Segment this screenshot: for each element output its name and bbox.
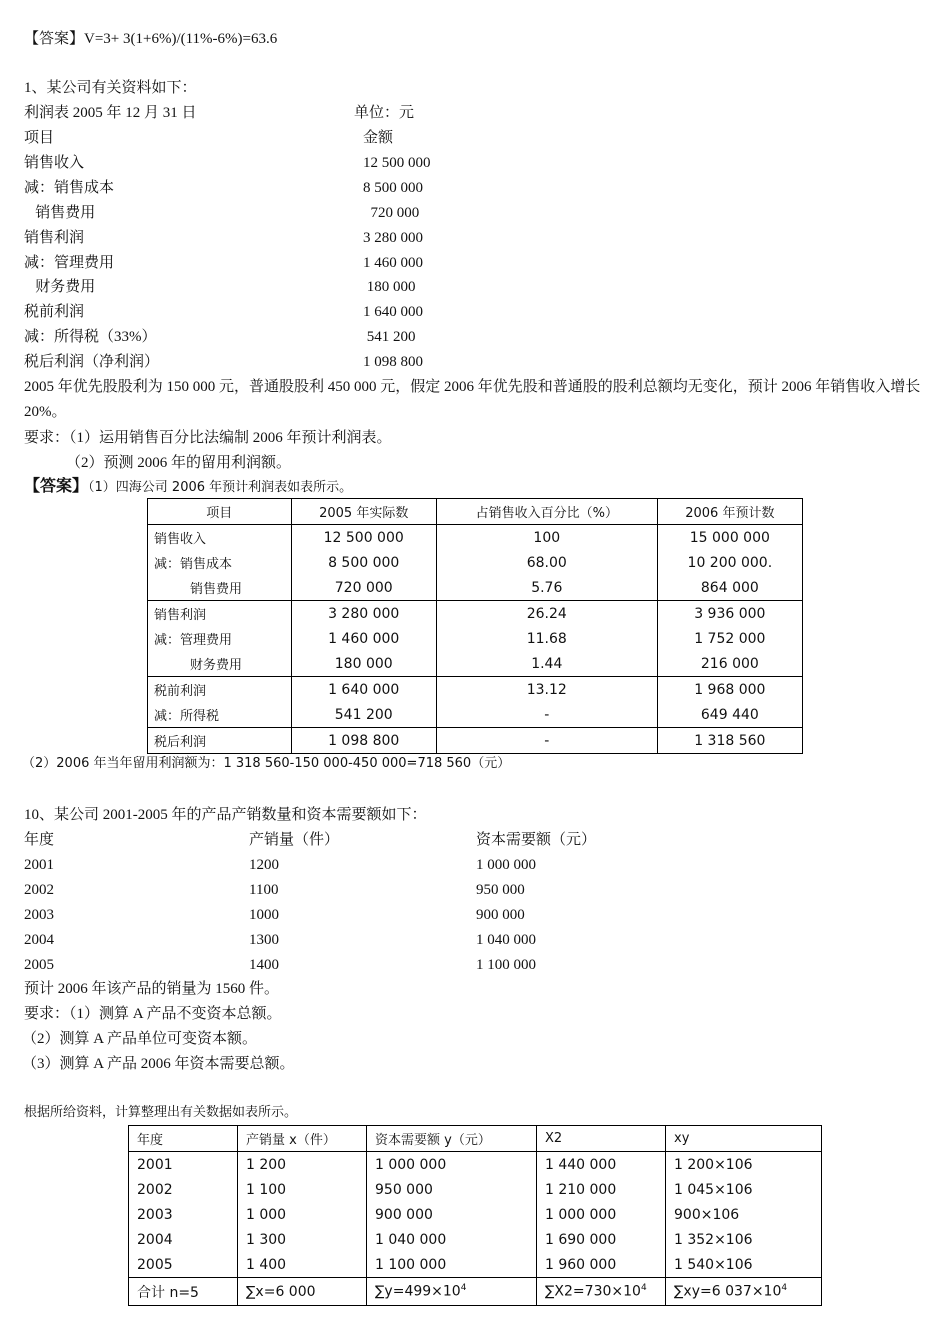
- q1-row-value: 1 640 000: [363, 304, 423, 320]
- table-cell: 1 318 560: [657, 728, 802, 754]
- sum-xy: ∑xy=6 037×10: [674, 1283, 782, 1300]
- q1-row-value: 180 000: [363, 279, 416, 295]
- top-answer: 【答案】V=3+ 3(1+6%)/(11%-6%)=63.6: [24, 31, 278, 47]
- q1-row-value: 8 500 000: [363, 180, 423, 196]
- table-row: [129, 1202, 822, 1227]
- table-row: [148, 677, 803, 703]
- table-cell: 1 352×106: [666, 1227, 822, 1252]
- table-header: 2005 年实际数: [291, 499, 436, 525]
- table-cell: 2003: [129, 1202, 238, 1227]
- table-header: 年度: [129, 1126, 238, 1152]
- q10-forecast: 预计 2006 年该产品的销量为 1560 件。: [24, 981, 280, 997]
- q10-header: 资本需要额（元）: [476, 832, 597, 848]
- forecast-income-table: [147, 498, 803, 754]
- q10-cell: 2004: [24, 932, 54, 948]
- table-cell: 1 210 000: [537, 1177, 666, 1202]
- table-cell: 1 960 000: [537, 1252, 666, 1278]
- exponent: 4: [460, 1283, 467, 1294]
- q1-row-value: 1 098 800: [363, 354, 423, 370]
- q10-cell: 1 040 000: [476, 932, 536, 948]
- table-cell: 1 690 000: [537, 1227, 666, 1252]
- q10-cell: 2005: [24, 957, 54, 973]
- table-cell: 864 000: [657, 575, 802, 601]
- table-cell: 1 100: [238, 1177, 367, 1202]
- q1-row-label: 税后利润（净利润）: [24, 354, 160, 370]
- q1-paragraph: 2005 年优先股股利为 150 000 元，普通股股利 450 000 元，假定 2006 年优先股和普通股的股利总额均无变化，预计 2006 年销售收入增长 20%。: [24, 379, 921, 420]
- q1-answer-2: （2）2006 年当年留用利润额为：1 318 560-150 000-450 000=718 560（元）: [22, 756, 511, 771]
- table-cell: -: [436, 702, 657, 728]
- table-cell: 15 000 000: [657, 525, 802, 551]
- exponent: 4: [781, 1283, 788, 1294]
- q10-calc-intro: 根据所给资料，计算整理出有关数据如表所示。: [24, 1105, 298, 1120]
- q10-cell: 1000: [249, 907, 279, 923]
- table-cell: 8 500 000: [291, 550, 436, 575]
- q10-requirement-1: 要求：（1）测算 A 产品不变资本总额。: [24, 1006, 282, 1022]
- q1-row-value: 12 500 000: [363, 155, 431, 171]
- q1-row-value: 541 200: [363, 329, 416, 345]
- q10-requirement-2: （2）测算 A 产品单位可变资本额。: [22, 1031, 258, 1047]
- q10-cell: 1200: [249, 857, 279, 873]
- table-cell: 11.68: [436, 626, 657, 651]
- q1-requirement-2: （2）预测 2006 年的留用利润额。: [66, 455, 292, 471]
- q10-header: 产销量（件）: [249, 832, 340, 848]
- q1-statement-title: 利润表 2005 年 12 月 31 日: [24, 105, 197, 121]
- table-cell: 12 500 000: [291, 525, 436, 551]
- table-cell: 2002: [129, 1177, 238, 1202]
- table-cell: 减：所得税: [148, 702, 292, 728]
- table-cell: 5.76: [436, 575, 657, 601]
- q10-requirement-3: （3）测算 A 产品 2006 年资本需要总额。: [22, 1056, 295, 1072]
- sum-y: ∑y=499×10: [375, 1283, 461, 1300]
- table-cell: 1 200×106: [666, 1152, 822, 1178]
- table-cell: 销售利润: [148, 601, 292, 627]
- table-cell: 税后利润: [148, 728, 292, 754]
- table-row: [148, 601, 803, 627]
- exponent: 4: [640, 1283, 647, 1294]
- q1-row-label: 销售收入: [24, 155, 85, 171]
- table-cell: 减：销售成本: [148, 550, 292, 575]
- table-cell: 1 460 000: [291, 626, 436, 651]
- table-header: 资本需要额 y（元）: [367, 1126, 537, 1152]
- table-cell: 13.12: [436, 677, 657, 703]
- q1-row-value: 720 000: [363, 205, 420, 221]
- table-cell: 1 200: [238, 1152, 367, 1178]
- q10-cell: 2001: [24, 857, 54, 873]
- q10-intro: 10、某公司 2001-2005 年的产品产销数量和资本需要额如下：: [24, 807, 427, 823]
- table-cell: 100: [436, 525, 657, 551]
- table-cell: 1 968 000: [657, 677, 802, 703]
- table-cell: 3 280 000: [291, 601, 436, 627]
- table-cell: 720 000: [291, 575, 436, 601]
- table-row: [148, 525, 803, 551]
- q10-cell: 2002: [24, 882, 54, 898]
- table-cell: 1 640 000: [291, 677, 436, 703]
- table-cell: 1 040 000: [367, 1227, 537, 1252]
- table-cell: 税前利润: [148, 677, 292, 703]
- table-header: 2006 年预计数: [657, 499, 802, 525]
- table-cell: 1 100 000: [367, 1252, 537, 1278]
- table-row: [129, 1152, 822, 1178]
- table-header: 项目: [148, 499, 292, 525]
- table-cell: 1 000 000: [537, 1202, 666, 1227]
- table-cell: 1.44: [436, 651, 657, 677]
- regression-table: [128, 1125, 822, 1306]
- q1-requirement-1: 要求：（1）运用销售百分比法编制 2006 年预计利润表。: [24, 430, 392, 446]
- table-cell: 财务费用: [148, 651, 292, 677]
- table-cell: 216 000: [657, 651, 802, 677]
- table-row: [129, 1252, 822, 1278]
- table-cell: 950 000: [367, 1177, 537, 1202]
- q1-row-value: 3 280 000: [363, 230, 423, 246]
- table-row: [148, 728, 803, 754]
- table-cell: 1 752 000: [657, 626, 802, 651]
- q10-cell: 950 000: [476, 882, 525, 898]
- q1-row-label: 减：销售成本: [24, 180, 115, 196]
- table-cell: 1 440 000: [537, 1152, 666, 1178]
- table-cell: 1 000 000: [367, 1152, 537, 1178]
- q1-row-label: 销售费用: [24, 205, 96, 221]
- table-cell: 1 098 800: [291, 728, 436, 754]
- table-cell: 合计 n=5: [129, 1278, 238, 1306]
- table-cell: 1 045×106: [666, 1177, 822, 1202]
- q10-cell: 900 000: [476, 907, 525, 923]
- table-cell: 1 000: [238, 1202, 367, 1227]
- table-cell: -: [436, 728, 657, 754]
- table-header: 产销量 x（件）: [238, 1126, 367, 1152]
- table-cell: [537, 1278, 666, 1306]
- table-cell: 1 300: [238, 1227, 367, 1252]
- table-cell: 900×106: [666, 1202, 822, 1227]
- q1-row-label: 项目: [24, 130, 55, 146]
- table-cell: 销售收入: [148, 525, 292, 551]
- table-cell: 3 936 000: [657, 601, 802, 627]
- table-cell: 1 400: [238, 1252, 367, 1278]
- answer-label: 【答案】: [24, 476, 89, 495]
- table-cell: 68.00: [436, 550, 657, 575]
- totals-row: [129, 1278, 822, 1306]
- q1-row-value: 金额: [363, 130, 394, 146]
- table-header: xy: [666, 1126, 822, 1152]
- sum-x2: ∑X2=730×10: [545, 1283, 641, 1300]
- table-row: [148, 626, 803, 651]
- q1-row-label: 销售利润: [24, 230, 85, 246]
- q1-row-label: 减：所得税（33%）: [24, 329, 157, 345]
- q1-row-label: 减：管理费用: [24, 255, 115, 271]
- table-cell: [666, 1278, 822, 1306]
- q10-cell: 1300: [249, 932, 279, 948]
- table-cell: 1 540×106: [666, 1252, 822, 1278]
- q1-row-label: 税前利润: [24, 304, 85, 320]
- q1-unit: 单位：元: [354, 105, 415, 121]
- table-cell: 180 000: [291, 651, 436, 677]
- q10-cell: 1100: [249, 882, 279, 898]
- q1-intro: 1、某公司有关资料如下：: [24, 80, 197, 96]
- table-cell: 减：管理费用: [148, 626, 292, 651]
- table-cell: 10 200 000.: [657, 550, 802, 575]
- table-cell: 900 000: [367, 1202, 537, 1227]
- q10-cell: 1400: [249, 957, 279, 973]
- q10-cell: 2003: [24, 907, 54, 923]
- table-cell: 2004: [129, 1227, 238, 1252]
- table-header: 占销售收入百分比（%）: [436, 499, 657, 525]
- table-row: [148, 550, 803, 575]
- table-row: [129, 1227, 822, 1252]
- q1-answer-text: （1）四海公司 2006 年预计利润表如表所示。: [88, 480, 353, 495]
- q1-row-label: 财务费用: [24, 279, 96, 295]
- table-cell: ∑x=6 000: [238, 1278, 367, 1306]
- table-cell: 2001: [129, 1152, 238, 1178]
- table-cell: 649 440: [657, 702, 802, 728]
- table-cell: 26.24: [436, 601, 657, 627]
- table-row: [148, 702, 803, 728]
- table-row: [148, 651, 803, 677]
- table-cell: 销售费用: [148, 575, 292, 601]
- q1-row-value: 1 460 000: [363, 255, 423, 271]
- q10-cell: 1 100 000: [476, 957, 536, 973]
- q10-header: 年度: [24, 832, 55, 848]
- table-cell: 541 200: [291, 702, 436, 728]
- table-row: [148, 575, 803, 601]
- table-row: [129, 1177, 822, 1202]
- table-header: X2: [537, 1126, 666, 1152]
- table-cell: 2005: [129, 1252, 238, 1278]
- table-cell: [367, 1278, 537, 1306]
- q10-cell: 1 000 000: [476, 857, 536, 873]
